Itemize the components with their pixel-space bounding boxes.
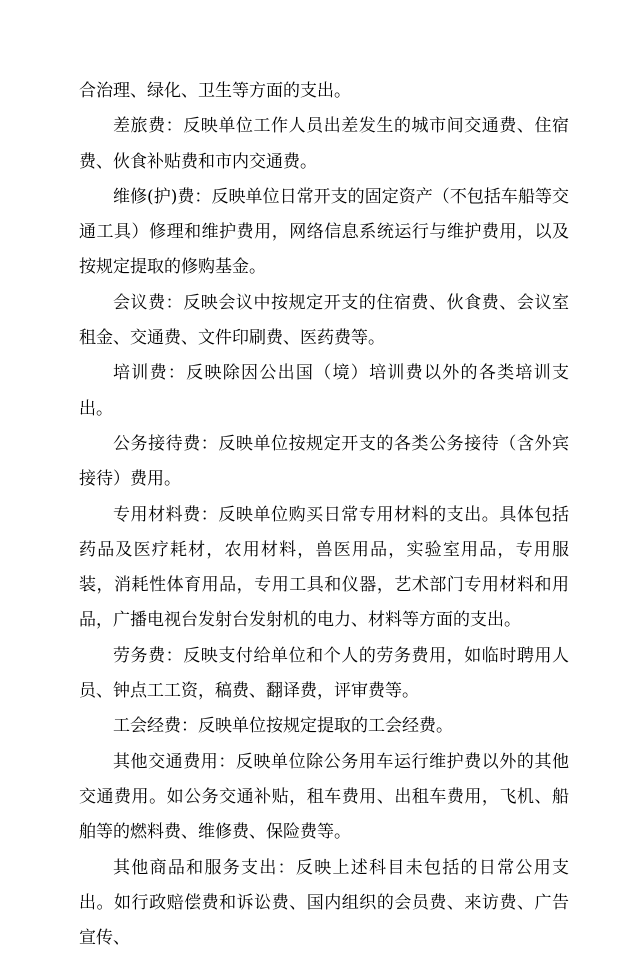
document-page (79, 74, 569, 956)
paragraph-other-transport: 其他交通费用：反映单位除公务用车运行维护费以外的其他交通费用。如公务交通补贴，租车费用、出租车费用，飞机、船舶等的燃料费、维修费、保险费等。 (79, 751, 569, 843)
paragraph-reception-expenses: 公务接待费：反映单位按规定开支的各类公务接待（含外宾接待）费用。 (79, 433, 569, 490)
paragraph-meeting-expenses: 会议费：反映会议中按规定开支的住宿费、伙食费、会议室租金、交通费、文件印刷费、医药费等。 (79, 292, 569, 349)
paragraph-training-expenses: 培训费：反映除因公出国（境）培训费以外的各类培训支出。 (79, 363, 569, 419)
paragraph-greening-continuation: 合治理、绿化、卫生等方面的支出。 (79, 81, 351, 101)
paragraph-maintenance-expenses: 维修(护)费：反映单位日常开支的固定资产（不包括车船等交通工具）修理和维护费用，网络信息系统运行与维护费用，以及按规定提取的修购基金。 (79, 186, 569, 278)
paragraph-special-materials: 专用材料费：反映单位购买日常专用材料的支出。具体包括药品及医疗耗材，农用材料，兽医用品，实验室用品，专用服装，消耗性体育用品，专用工具和仪器，艺术部门专用材料和用品，广播电视台发射台发射机的电力、材料等方面的支出。 (79, 504, 569, 631)
paragraph-labor-fees: 劳务费：反映支付给单位和个人的劳务费用，如临时聘用人员、钟点工工资，稿费、翻译费，评审费等。 (79, 645, 569, 702)
paragraph-travel-expenses: 差旅费：反映单位工作人员出差发生的城市间交通费、住宿费、伙食补贴费和市内交通费。 (79, 116, 569, 172)
paragraph-other-goods-services: 其他商品和服务支出：反映上述科目未包括的日常公用支出。如行政赔偿费和诉讼费、国内组织的会员费、来访费、广告宣传、 (79, 857, 569, 949)
paragraph-union-funds: 工会经费：反映单位按规定提取的工会经费。 (113, 716, 453, 737)
